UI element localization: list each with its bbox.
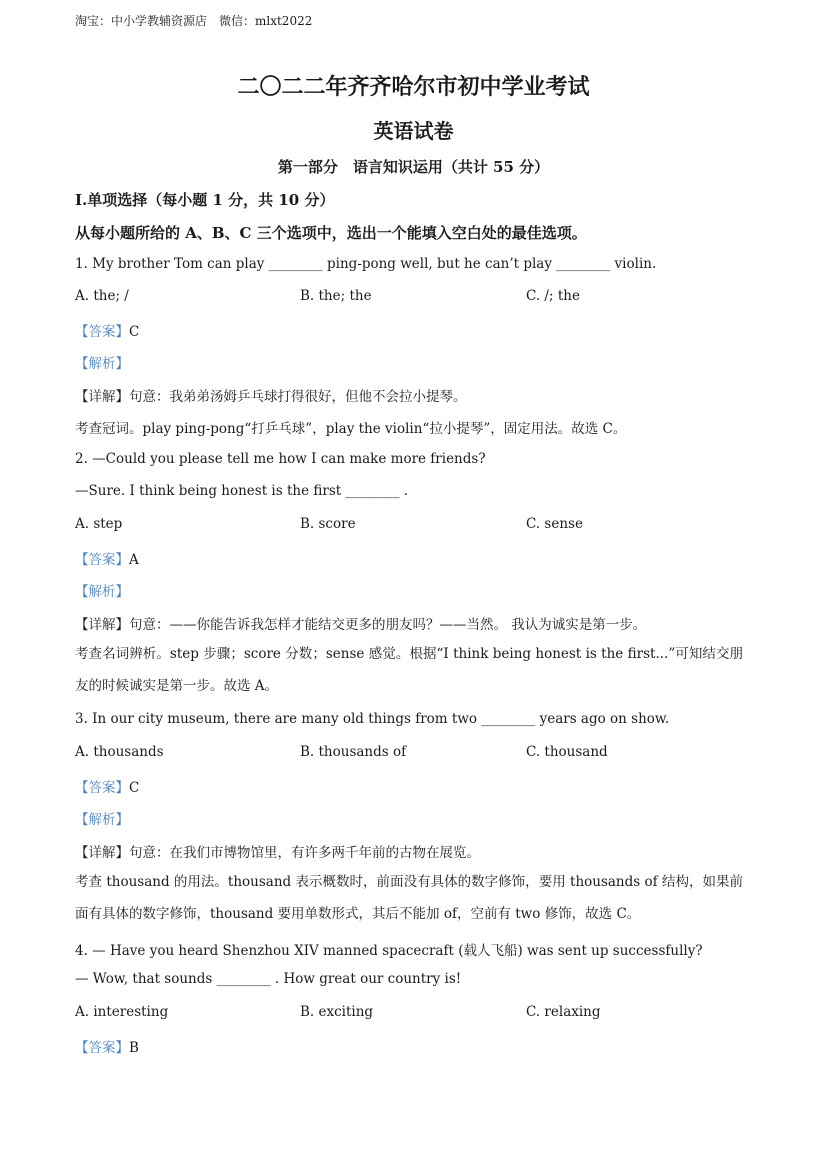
section-instruction: 从每小题所给的 A、B、C 三个选项中，选出一个能填入空白处的最佳选项。 [75,224,587,242]
detail-label: 【详解】 [75,845,129,861]
q1-option-c: C. /; the [526,288,580,304]
exam-subtitle: 英语试卷 [373,119,454,143]
q3-analysis-label: 【解析】 [75,812,129,828]
question-2-stem-2: —Sure. I think being honest is the first ________ . [75,483,409,499]
section-heading: Ⅰ.单项选择（每小题 1 分，共 10 分） [75,191,335,209]
detail-label: 【详解】 [75,389,129,405]
q2-option-b: B. score [300,516,356,532]
q3-answer-value: C [129,780,140,796]
q3-detail-2: 考查 thousand 的用法。thousand 表示概数时，前面没有具体的数字修饰，要用 thousands of 结构，如果前面有具体的数字修饰，thousand 要用单数形式，其后不能加 of，空前有 two 修饰，故选 C。 [75,874,743,922]
q2-analysis-label: 【解析】 [75,584,129,600]
answer-label: 【答案】 [75,324,129,340]
q1-answer [75,320,139,340]
question-2-stem-1: 2. —Could you please tell me how I can make more friends? [75,451,486,467]
q3-option-a: A. thousands [75,744,164,760]
q4-answer [75,1036,139,1056]
q3-detail-1 [75,841,480,861]
question-4-stem-1: 4. — Have you heard Shenzhou XIV manned spacecraft (载人飞船) was sent up successfully? [75,943,703,959]
header-note: 淘宝：中小学教辅资源店 微信：mlxt2022 [75,14,313,28]
question-4-stem-2: — Wow, that sounds ________ . How great our country is! [75,971,462,987]
q4-answer-value: B [129,1040,139,1056]
q3-answer [75,776,139,796]
q4-option-b: B. exciting [300,1004,374,1020]
part-heading: 第一部分 语言知识运用（共计 55 分） [277,158,550,176]
detail-label: 【详解】 [75,617,129,633]
q2-detail-text: 句意：——你能告诉我怎样才能结交更多的朋友吗？——当然。 我认为诚实是第一步。 [129,617,647,633]
q2-option-c: C. sense [526,516,583,532]
q1-answer-value: C [129,324,140,340]
q3-detail-text: 句意：在我们市博物馆里，有许多两千年前的古物在展览。 [129,845,480,861]
q2-option-a: A. step [75,516,123,532]
q1-option-b: B. the; the [300,288,372,304]
answer-label: 【答案】 [75,552,129,568]
q1-analysis-label: 【解析】 [75,356,129,372]
q2-detail-1 [75,613,646,633]
exam-title: 二〇二二年齐齐哈尔市初中学业考试 [237,74,590,100]
q1-option-a: A. the; / [75,288,129,304]
answer-label: 【答案】 [75,1040,129,1056]
q1-detail-text: 句意：我弟弟汤姆乒乓球打得很好，但他不会拉小提琴。 [129,389,467,405]
question-3-stem: 3. In our city museum, there are many old things from two ________ years ago on show. [75,711,670,727]
question-1-stem: 1. My brother Tom can play ________ ping-pong well, but he can’t play ________ violin. [75,256,657,272]
q3-option-b: B. thousands of [300,744,407,760]
q2-answer [75,548,139,568]
q4-option-c: C. relaxing [526,1004,601,1020]
q4-option-a: A. interesting [75,1004,169,1020]
q1-detail-2: 考查冠词。play ping-pong“打乒乓球”，play the violin“拉小提琴”，固定用法。故选 C。 [75,421,627,437]
q1-detail-1 [75,385,467,405]
q3-option-c: C. thousand [526,744,608,760]
answer-label: 【答案】 [75,780,129,796]
q2-detail-2: 考查名词辨析。step 步骤；score 分数；sense 感觉。根据“I think being honest is the first...”可知结交朋友的时候诚实是第一步。故选 A。 [75,646,743,694]
q2-answer-value: A [129,552,139,568]
